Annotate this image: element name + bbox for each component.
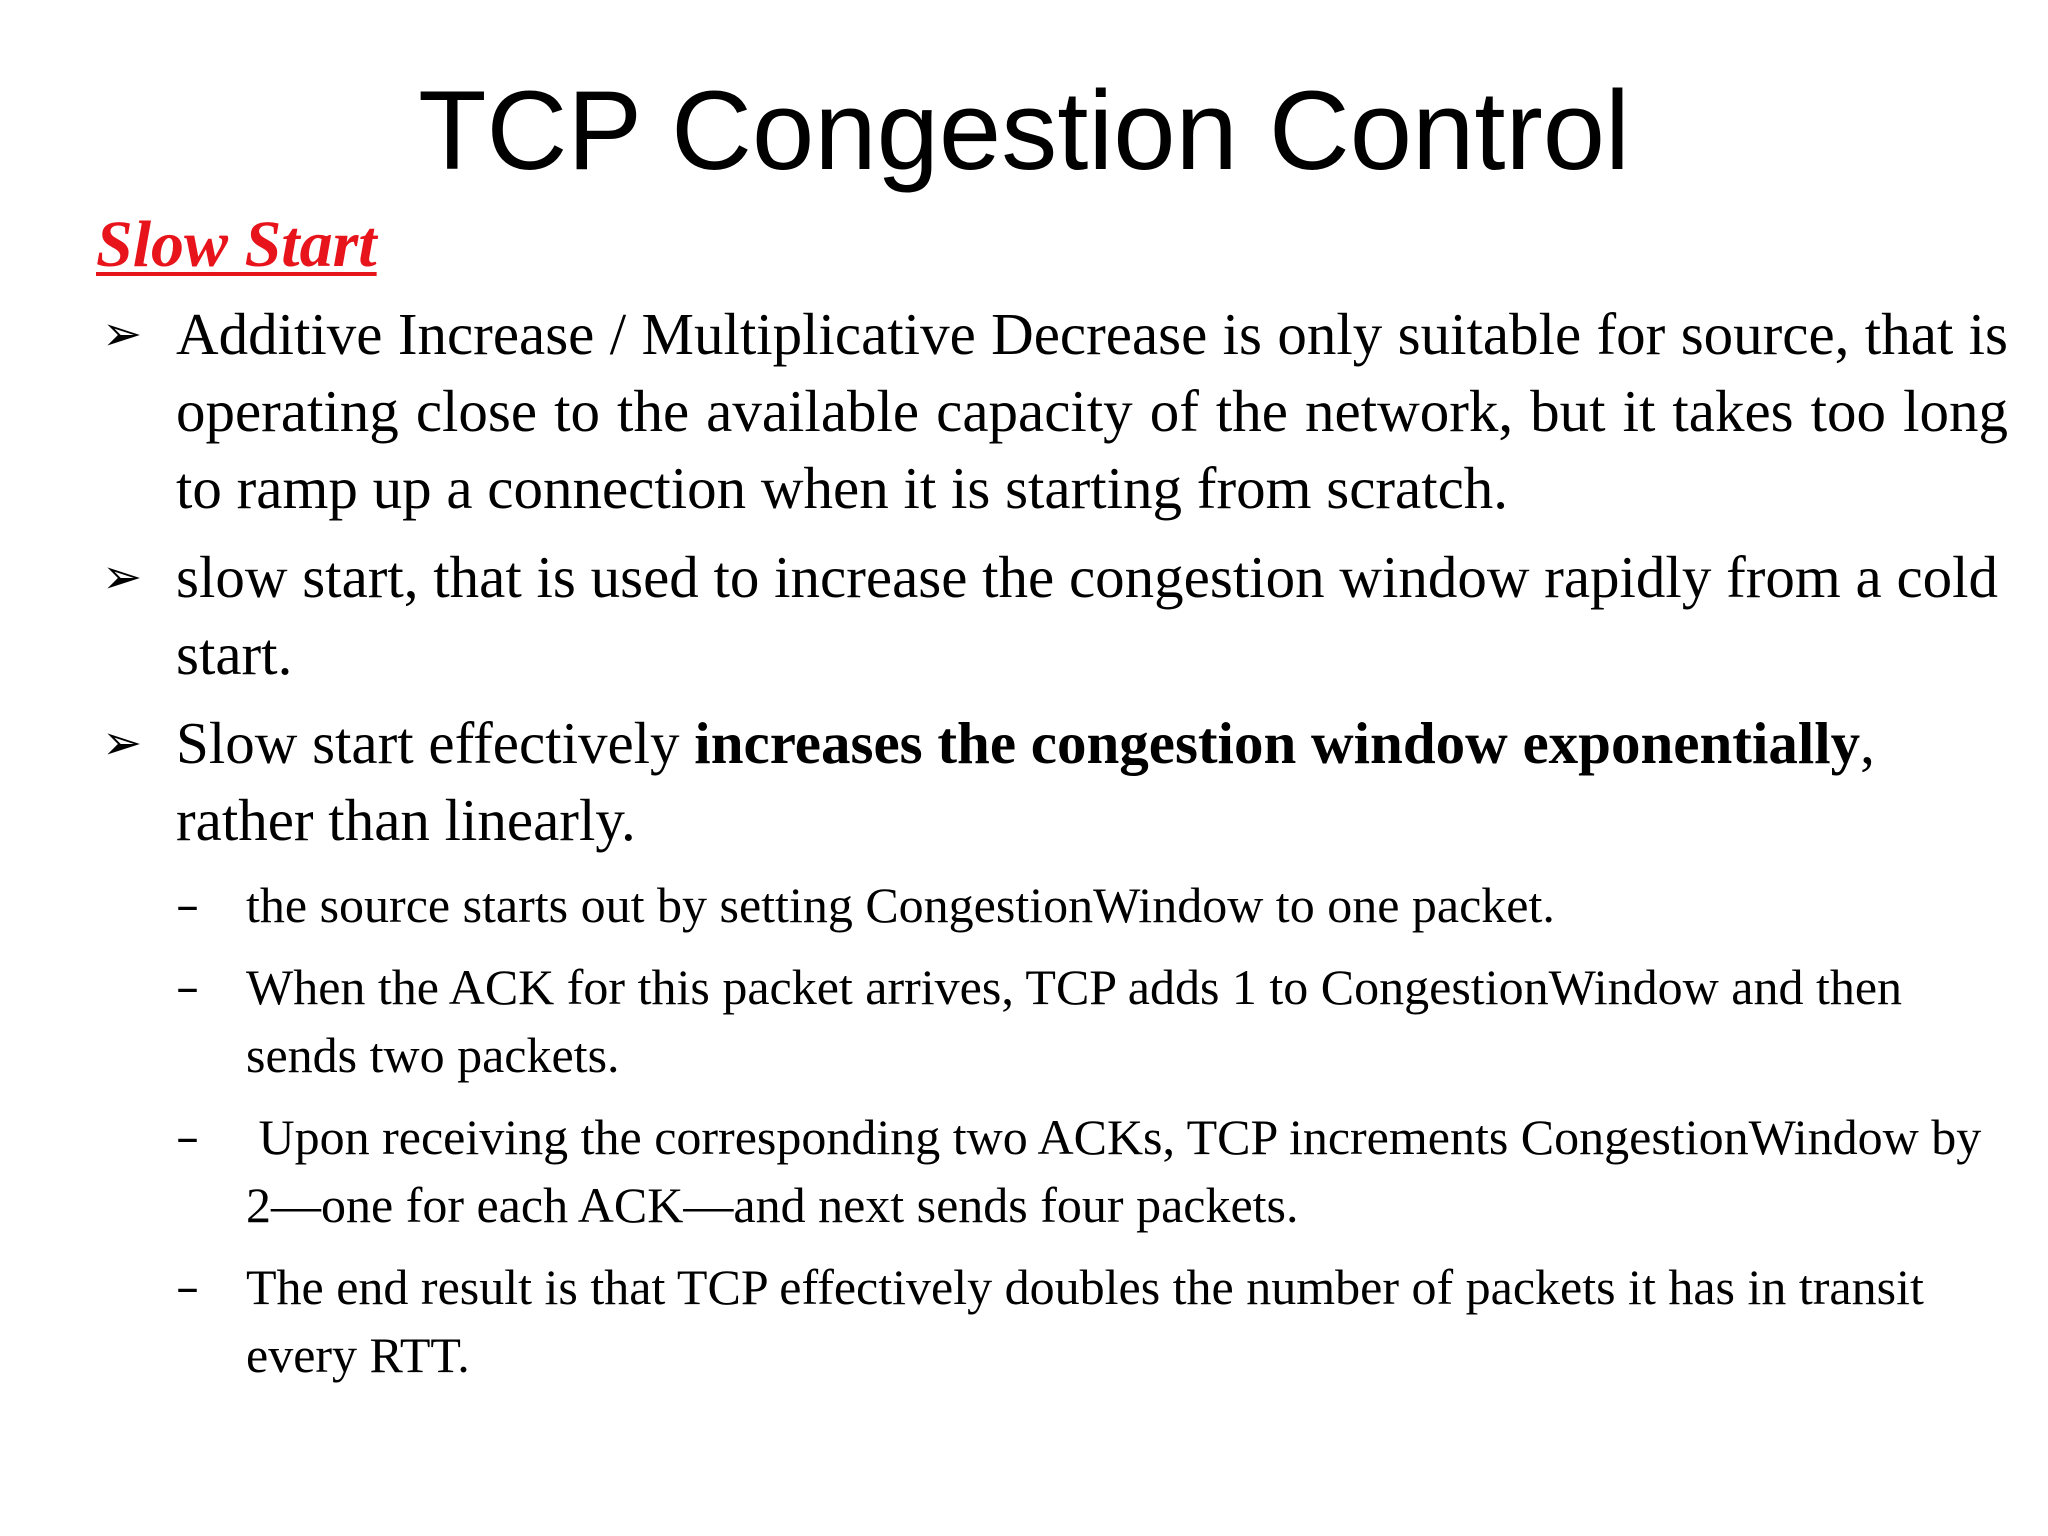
dash-bullet-icon: – (176, 1260, 199, 1314)
sub-bullet-text: Upon receiving the corresponding two ACKs, TCP increments CongestionWindow by 2—one for each ACK—and next sends four packets. (246, 1109, 1994, 1233)
bullet-item (96, 539, 2008, 693)
sub-bullet-item (96, 1253, 2008, 1389)
arrow-bullet-icon: ➢ (102, 715, 143, 771)
bullet-item (96, 705, 2008, 859)
bullet-text-bold: increases the congestion window exponentially (694, 710, 1861, 776)
bullet-text: slow start, that is used to increase the congestion window rapidly from a cold start. (176, 544, 1999, 687)
dash-bullet-icon: – (176, 960, 199, 1014)
dash-bullet-icon: – (176, 878, 199, 932)
arrow-bullet-icon: ➢ (102, 549, 143, 605)
sub-bullet-text: When the ACK for this packet arrives, TCP adds 1 to CongestionWindow and then sends two packets. (246, 959, 1903, 1083)
sub-bullet-text: the source starts out by setting CongestionWindow to one packet. (246, 877, 1555, 933)
sub-bullet-item (96, 871, 2008, 939)
bullet-item (96, 296, 2008, 527)
bullet-text-before: Slow start effectively (176, 710, 695, 776)
bullet-text: Additive Increase / Multiplicative Decrease is only suitable for source, that is operating close to the available capacity of the network, but it takes too long to ramp up a connection when it is starting from scratch. (176, 301, 2008, 521)
sub-bullet-text: The end result is that TCP effectively doubles the number of packets it has in transit every RTT. (246, 1259, 1924, 1383)
sub-bullet-item (96, 953, 2008, 1089)
section-heading: Slow Start (96, 208, 377, 281)
sub-bullet-item (96, 1103, 2008, 1239)
arrow-bullet-icon: ➢ (102, 306, 143, 362)
bullet-text-after: , rather than linearly. (176, 710, 1875, 853)
slide-title: TCP Congestion Control (418, 68, 1630, 193)
dash-bullet-icon: – (176, 1110, 199, 1164)
slide-content (96, 296, 2008, 1403)
